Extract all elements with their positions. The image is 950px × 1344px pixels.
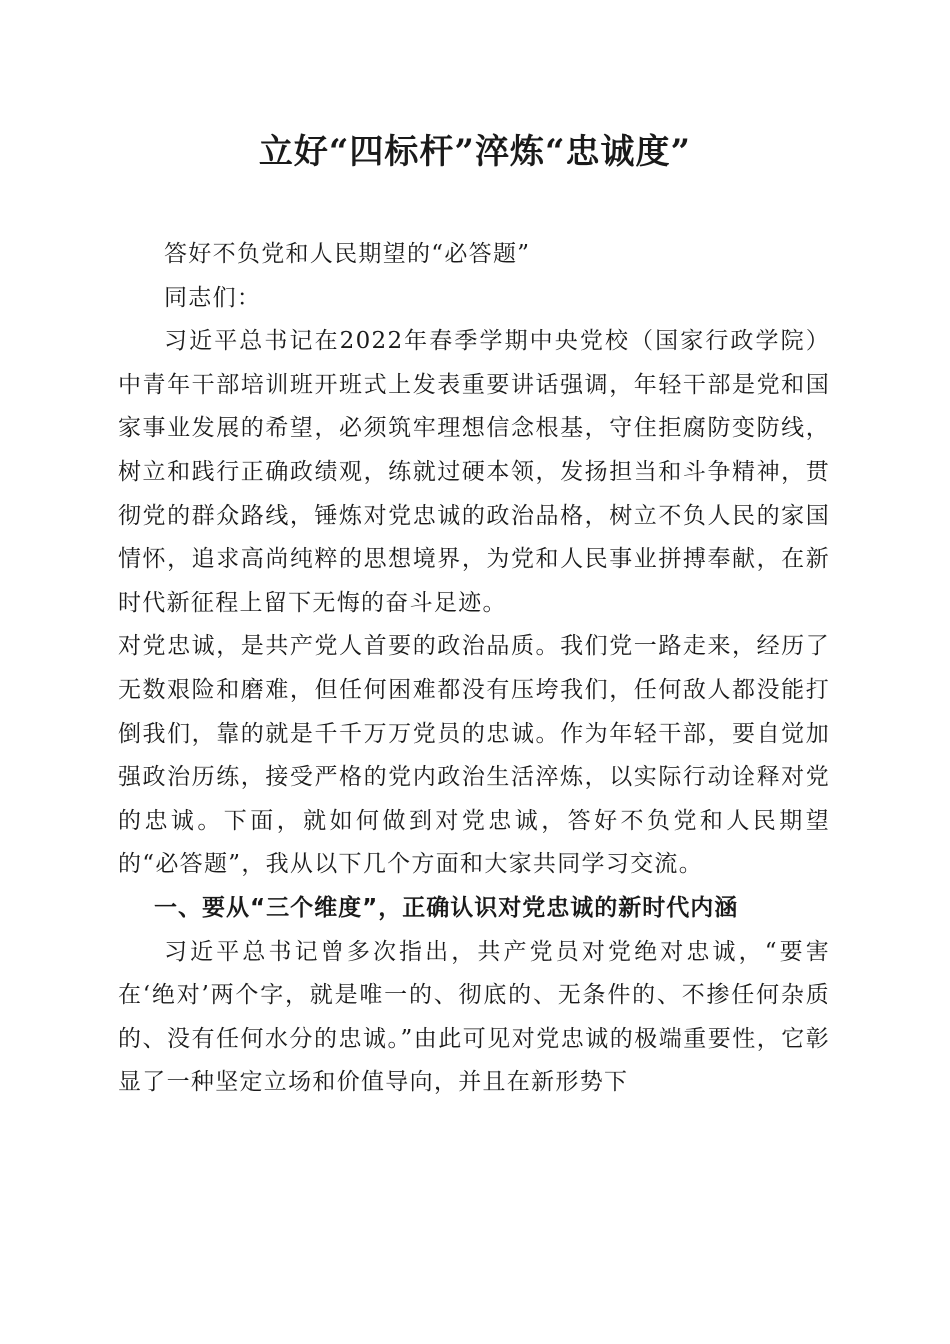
paragraph-intro: 习近平总书记在2022年春季学期中央党校（国家行政学院）中青年干部培训班开班式上发表重要讲话强调，年轻干部是党和国家事业发展的希望，必须筑牢理想信念根基，守住拒腐防变防线，树立和践行正确政绩观，练就过硬本领，发扬担当和斗争精神，贯彻党的群众路线，锤炼对党忠诚的政治品格，树立不负人民的家国情怀，追求高尚纯粹的思想境界，为党和人民事业拼搏奉献，在新时代新征程上留下无悔的奋斗足迹。 (118, 328, 830, 616)
document-title: 立好“四标杆”淬炼“忠诚度” (258, 132, 692, 172)
paragraph-loyalty: 对党忠诚，是共产党人首要的政治品质。我们党一路走来，经历了无数艰险和磨难，但任何困难都没有压垮我们，任何敌人都没能打倒我们，靠的就是千千万万党员的忠诚。作为年轻干部，要自觉加强政治历练，接受严格的党内政治生活淬炼，以实际行动诠释对党的忠诚。下面，就如何做到对党忠诚，答好不负党和人民期望的“必答题”，我从以下几个方面和大家共同学习交流。 (118, 633, 830, 878)
salutation: 同志们： (164, 284, 262, 311)
document-body (118, 233, 830, 1105)
subtitle-line: 答好不负党和人民期望的“必答题” (164, 241, 531, 267)
section-paragraph: 习近平总书记曾多次指出，共产党员对党绝对忠诚，“要害在‘绝对’两个字，就是唯一的、彻底的、无条件的、不掺任何杂质的、没有任何水分的忠诚。”由此可见对党忠诚的极端重要性，它彰显了一种坚定立场和价值导向，并且在新形势下 (118, 938, 830, 1096)
section-heading: 一、要从“三个维度”，正确认识对党忠诚的新时代内涵 (154, 894, 739, 921)
